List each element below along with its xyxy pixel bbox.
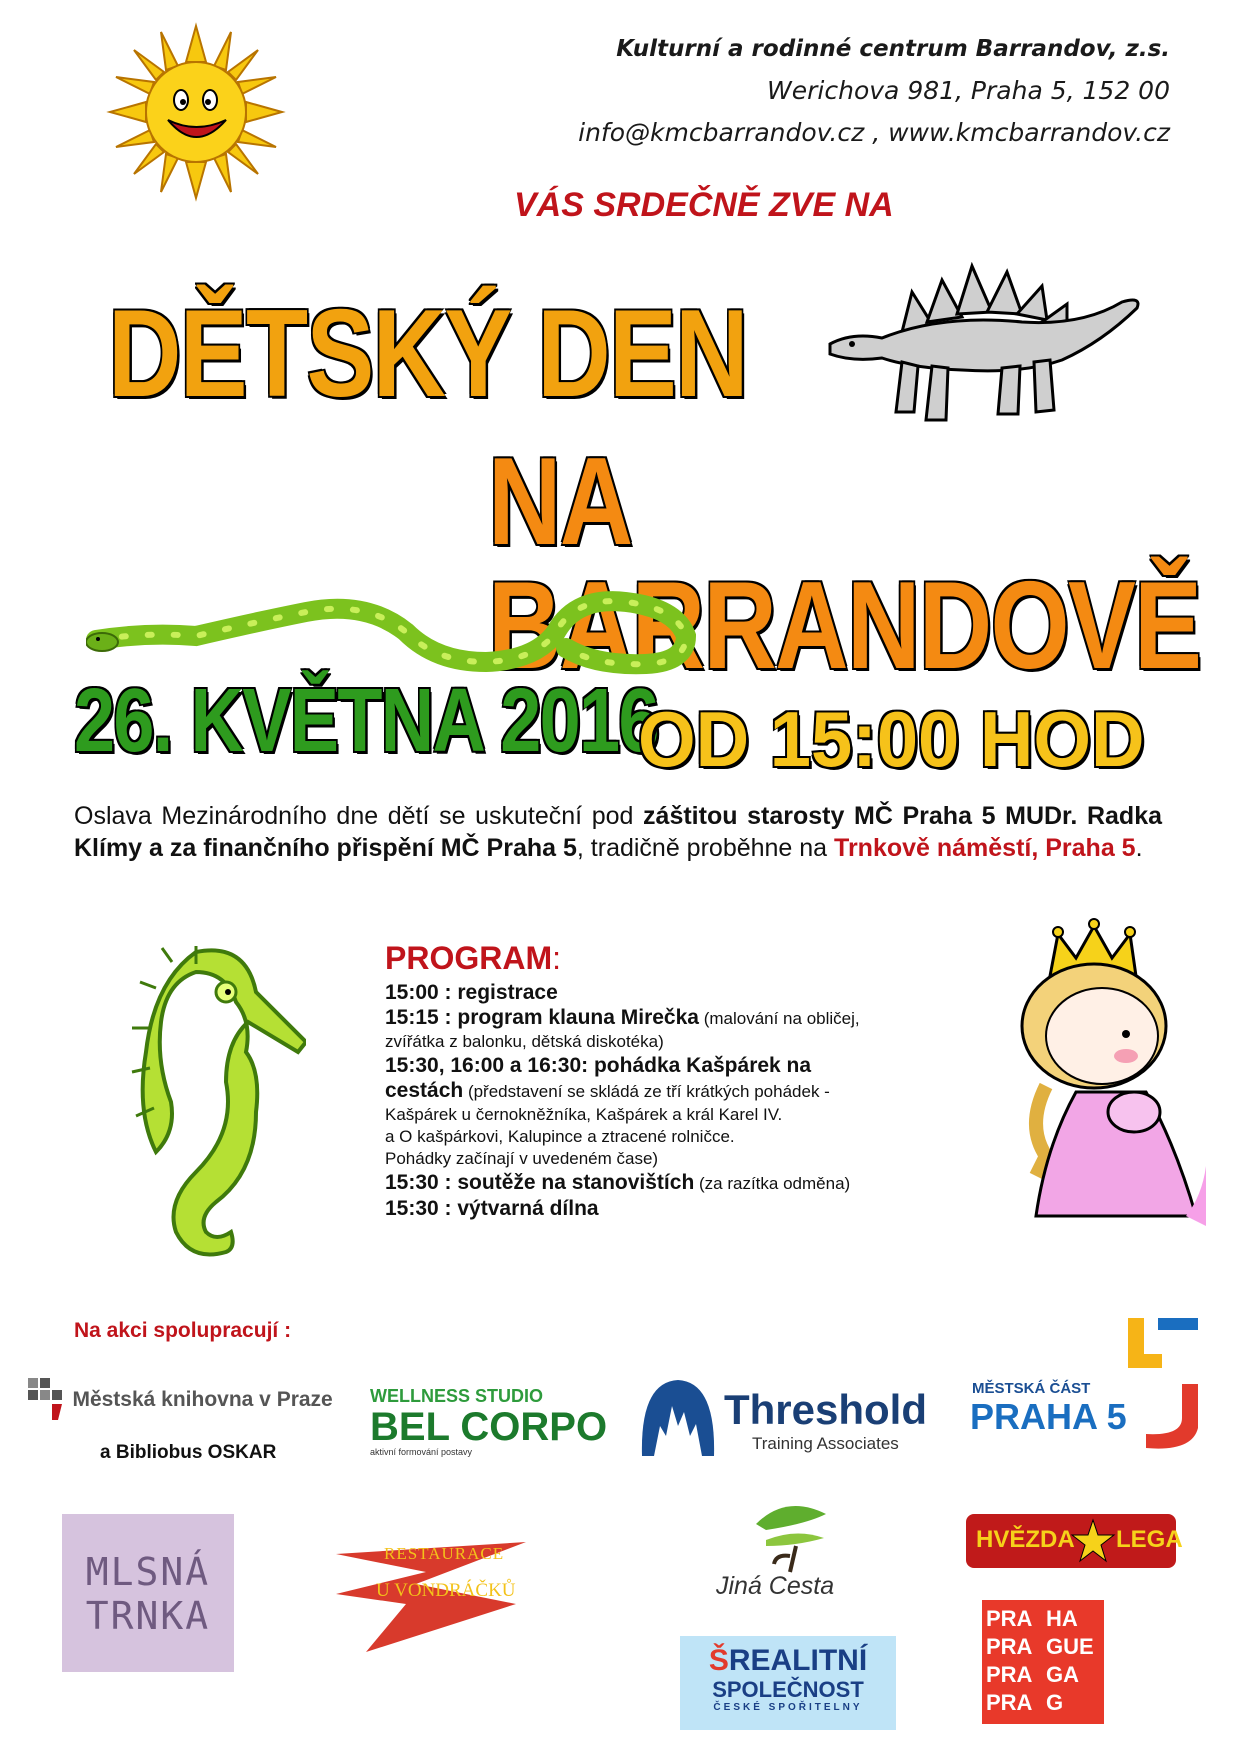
threshold-sub: Training Associates xyxy=(752,1434,899,1453)
organizer-address: Werichova 981, Praha 5, 152 00 xyxy=(767,76,1170,105)
program-item-note: a O kašpárkovi, Kalupince a ztracené rolničce. xyxy=(385,1127,735,1146)
restaurace-line-1: RESTAURACE xyxy=(384,1544,505,1563)
program-item-main: 15:30 : soutěže na stanovištích xyxy=(385,1171,695,1194)
praha-word: GA xyxy=(1046,1662,1079,1687)
program-item xyxy=(385,1005,985,1031)
threshold-mark-icon xyxy=(640,1376,716,1460)
hvezda-word: HVĚZDA xyxy=(976,1526,1075,1553)
program-item-note: Kašpárek u černokněžníka, Kašpárek a král Karel IV. xyxy=(385,1105,783,1124)
program-item xyxy=(385,980,985,1005)
lega-word: LEGA xyxy=(1116,1526,1183,1553)
program-item-main: 15:30 : výtvarná dílna xyxy=(385,1197,599,1220)
program-item-note: zvířátka z balonku, dětská diskotéka) xyxy=(385,1032,664,1051)
dinosaur-illustration xyxy=(822,262,1152,442)
library-mark-icon xyxy=(28,1378,68,1422)
praha-word: HA xyxy=(1046,1606,1078,1631)
program-item xyxy=(385,1078,985,1104)
realitni-line-1 xyxy=(680,1644,896,1678)
program-item-note: (představení se skládá ze tří krátkých pohádek - xyxy=(463,1082,830,1101)
praha-word: G xyxy=(1046,1690,1064,1715)
partners-heading: Na akci spolupracují : xyxy=(74,1319,292,1342)
program-item-main: cestách xyxy=(385,1079,464,1102)
praha-word: PRA xyxy=(986,1662,1033,1687)
program-item-note: (za razítka odměna) xyxy=(694,1174,851,1193)
program-item-note: Pohádky začínají v uvedeném čase) xyxy=(385,1149,659,1168)
program-item xyxy=(385,1196,985,1221)
praha-word: PRA xyxy=(986,1606,1033,1631)
intro-text: Oslava Mezinárodního dne dětí se uskuteční pod xyxy=(74,802,644,830)
event-time: OD 15:00 HOD xyxy=(638,695,1145,783)
program-colon: : xyxy=(552,940,561,976)
snake-illustration xyxy=(86,582,716,682)
program-item xyxy=(385,1053,985,1078)
program-item xyxy=(385,1148,985,1170)
program-item xyxy=(385,1104,985,1126)
intro-patronage: záštitou starosty MČ Praha 5 MUDr. Radka Klímy a za finančního přispění MČ Praha 5 xyxy=(74,802,1162,862)
seahorse-illustration xyxy=(76,932,306,1292)
praha-word: PRA xyxy=(986,1690,1033,1715)
star-icon xyxy=(1070,1518,1116,1564)
library-sub: a Bibliobus OSKAR xyxy=(100,1442,277,1463)
wellness-sub: aktivní formování postavy xyxy=(370,1447,473,1457)
realitni-line-2: SPOLEČNOST xyxy=(712,1677,864,1702)
program-title: PROGRAM xyxy=(385,940,553,976)
praha-word: GUE xyxy=(1046,1634,1094,1659)
mlsna-logo xyxy=(62,1514,234,1672)
intro-paragraph xyxy=(74,800,1162,864)
hvezda-lega-logo xyxy=(966,1514,1183,1568)
threshold-name: Threshold xyxy=(724,1386,928,1433)
bank-mark-icon: Š xyxy=(708,1644,729,1677)
praha-word: PRA xyxy=(986,1634,1033,1659)
realitni-logo xyxy=(680,1636,896,1730)
program-item-main: 15:30, 16:00 a 16:30: pohádka Kašpárek na xyxy=(385,1054,812,1077)
intro-end: . xyxy=(1135,834,1143,862)
organizer-contact: info@kmcbarrandov.cz , www.kmcbarrandov.cz xyxy=(578,118,1170,147)
program-item-main: 15:15 : program klauna Mirečka xyxy=(385,1006,699,1029)
mlsna-line-2: TRNKA xyxy=(85,1594,211,1638)
program-item xyxy=(385,1031,985,1053)
invite-line: VÁS SRDEČNĚ ZVE NA xyxy=(514,186,894,224)
praha5-main: PRAHA 5 xyxy=(970,1396,1127,1437)
wellness-top: WELLNESS STUDIO xyxy=(370,1386,544,1406)
jina-cesta-name: Jiná Cesta xyxy=(716,1572,835,1600)
library-name: Městská knihovna v Praze xyxy=(72,1388,333,1411)
program-item-main: 15:00 : registrace xyxy=(385,981,558,1004)
program-item-note: (malování na obličej, xyxy=(698,1009,860,1028)
program-item xyxy=(385,1170,985,1196)
event-place: Trnkově náměstí, Praha 5 xyxy=(834,834,1136,862)
restaurace-line-2: U VONDRÁČKŮ xyxy=(376,1580,516,1601)
princess-illustration xyxy=(1006,916,1206,1246)
library-logo xyxy=(28,1378,348,1422)
event-date: 26. KVĚTNA 2016 xyxy=(74,671,658,771)
sun-illustration xyxy=(106,22,286,202)
praha5-mark-icon xyxy=(1128,1318,1200,1452)
praha5-top: MĚSTSKÁ ČÁST xyxy=(972,1380,1091,1397)
program-item xyxy=(385,1126,985,1148)
jina-cesta-tree-icon xyxy=(746,1494,836,1574)
realitni-line-3: ČESKÉ SPOŘITELNY xyxy=(713,1702,863,1713)
title-line-2: NA BARRANDOVĚ xyxy=(488,433,1201,695)
mlsna-line-1: MLSNÁ xyxy=(85,1550,211,1594)
intro-text-2: , tradičně proběhne na xyxy=(576,834,835,862)
wellness-main: BEL CORPO xyxy=(370,1405,608,1449)
organizer-name: Kulturní a rodinné centrum Barrandov, z.s. xyxy=(616,36,1170,62)
program-heading xyxy=(385,938,985,978)
title-line-1: DĚTSKÝ DEN xyxy=(108,285,747,423)
praha-prague-logo xyxy=(982,1600,1104,1724)
realitni-word: REALITNÍ xyxy=(728,1644,868,1677)
program-section xyxy=(385,938,985,1221)
wellness-logo xyxy=(370,1386,607,1457)
